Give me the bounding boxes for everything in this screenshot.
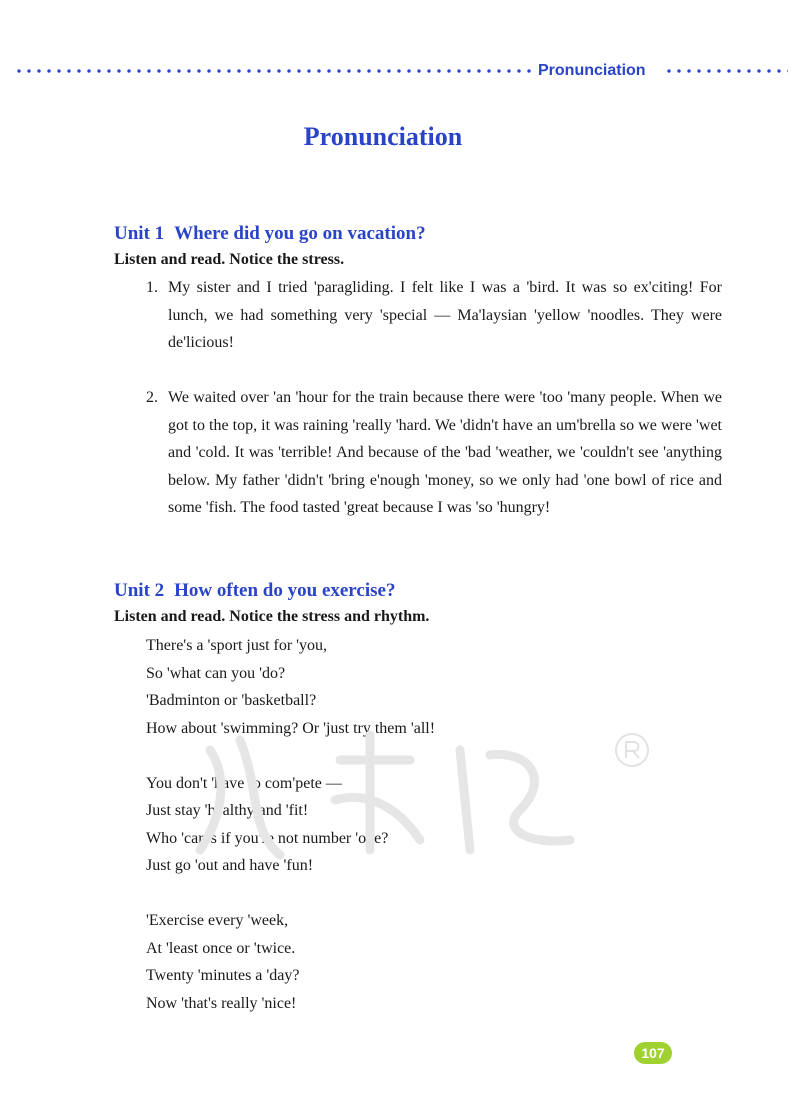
- stanza-gap: [146, 880, 566, 908]
- page-title: Pronunciation: [303, 122, 463, 151]
- poem-line: How about 'swimming? Or 'just try them 'all!: [146, 719, 436, 737]
- unit-2-instruction: Listen and read. Notice the stress and rhythm.: [114, 608, 430, 625]
- unit-2-question: How often do you exercise?: [174, 580, 396, 601]
- unit-1-heading: [114, 223, 426, 245]
- poem-line: You don't 'have to com'pete —: [146, 774, 342, 792]
- running-title: Pronunciation: [538, 62, 646, 79]
- item-text: We waited over 'an 'hour for the train because there were 'too 'many people. When we got to the top, it was raining 'really 'hard. We 'didn't have an um'brella so we were 'wet and 'cold. It was 'terrible! And because of the 'bad 'weather, we 'couldn't see 'anything below. My father 'didn't 'bring e'nough 'money, so we only had 'one bowl of rice and some 'fish. The food tasted 'great because I was 'so 'hungry!: [168, 389, 722, 516]
- poem-line: Who 'cares if you're not number 'one?: [146, 829, 389, 847]
- poem-line: Just go 'out and have 'fun!: [146, 857, 314, 874]
- item-number: 2.: [146, 389, 158, 406]
- unit-2-heading: [114, 580, 395, 602]
- stanza-gap: [146, 742, 566, 770]
- unit-1-question: Where did you go on vacation?: [174, 223, 426, 244]
- unit-1-instruction: Listen and read. Notice the stress.: [114, 251, 345, 268]
- poem-line: Now 'that's really 'nice!: [146, 994, 297, 1012]
- unit-1-item-1: [146, 274, 722, 357]
- dotted-rule-left: [14, 68, 534, 74]
- poem-line: So 'what can you 'do?: [146, 664, 286, 682]
- rhyme-poem: [146, 632, 566, 1017]
- poem-line: There's a 'sport just for 'you,: [146, 637, 328, 654]
- dotted-rule-right: [664, 68, 788, 74]
- page-number-badge: 107: [634, 1042, 672, 1064]
- running-header: [0, 60, 800, 84]
- poem-line: 'Exercise every 'week,: [146, 912, 289, 929]
- item-text: My sister and I tried 'paragliding. I felt like I was a 'bird. It was so ex'citing! For lunch, we had something very 'special — Ma'laysian 'yellow 'noodles. They were de'licious!: [168, 279, 722, 351]
- poem-line: Just stay 'healthy and 'fit!: [146, 802, 309, 819]
- poem-line: 'Badminton or 'basketball?: [146, 692, 317, 709]
- unit-1-number: Unit 1: [114, 223, 165, 244]
- poem-line: Twenty 'minutes a 'day?: [146, 967, 300, 984]
- unit-2-number: Unit 2: [114, 580, 165, 601]
- unit-1-item-2: [146, 384, 722, 522]
- poem-line: At 'least once or 'twice.: [146, 939, 296, 957]
- item-number: 1.: [146, 279, 158, 296]
